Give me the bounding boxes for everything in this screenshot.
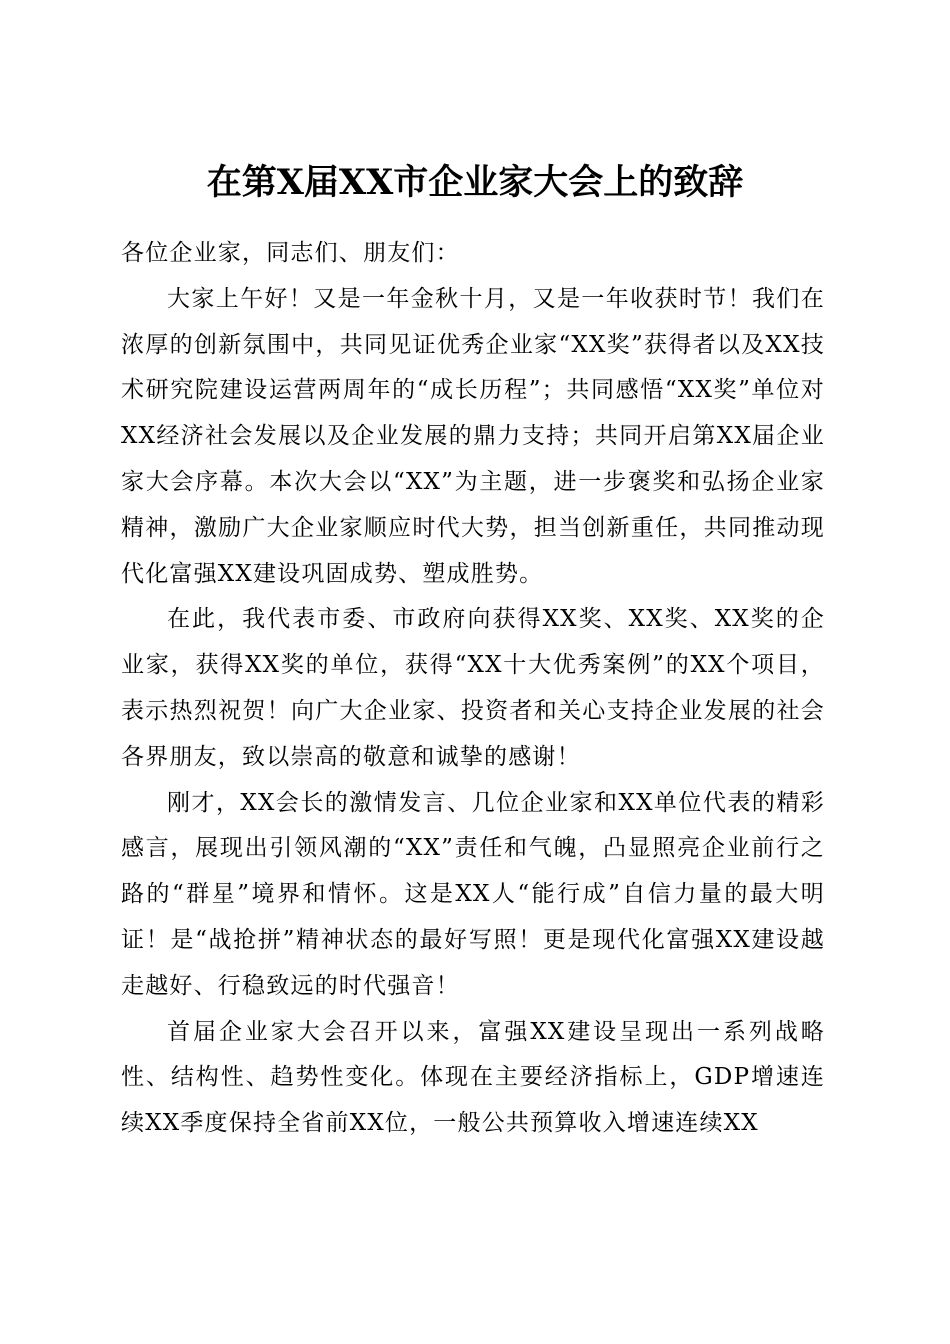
document-body	[121, 231, 825, 1147]
document-title: 在第X届XX市企业家大会上的致辞	[206, 162, 744, 204]
paragraph: 大家上午好！又是一年金秋十月，又是一年收获时节！我们在浓厚的创新氛围中，共同见证优秀企业家“XX奖”获得者以及XX技术研究院建设运营两周年的“成长历程”；共同感悟“XX奖”单位对XX经济社会发展以及企业发展的鼎力支持；共同开启第XX届企业家大会序幕。本次大会以“XX”为主题，进一步褒奖和弘扬企业家精神，激励广大企业家顺应时代大势，担当创新重任，共同推动现代化富强XX建设巩固成势、塑成胜势。	[121, 285, 825, 587]
paragraph: 在此，我代表市委、市政府向获得XX奖、XX奖、XX奖的企业家，获得XX奖的单位，获得“XX十大优秀案例”的XX个项目，表示热烈祝贺！向广大企业家、投资者和关心支持企业发展的社会各界朋友，致以崇高的敬意和诚挚的感谢！	[121, 606, 825, 770]
paragraph: 刚才，XX会长的激情发言、几位企业家和XX单位代表的精彩感言，展现出引领风潮的“XX”责任和气魄，凸显照亮企业前行之路的“群星”境界和情怀。这是XX人“能行成”自信力量的最大明证！是“战抢拼”精神状态的最好写照！更是现代化富强XX建设越走越好、行稳致远的时代强音！	[121, 789, 825, 999]
salutation: 各位企业家，同志们、朋友们：	[121, 240, 460, 266]
paragraph: 首届企业家大会召开以来，富强XX建设呈现出一系列战略性、结构性、趋势性变化。体现在主要经济指标上，GDP增速连续XX季度保持全省前XX位，一般公共预算收入增速连续XX	[121, 1018, 825, 1137]
